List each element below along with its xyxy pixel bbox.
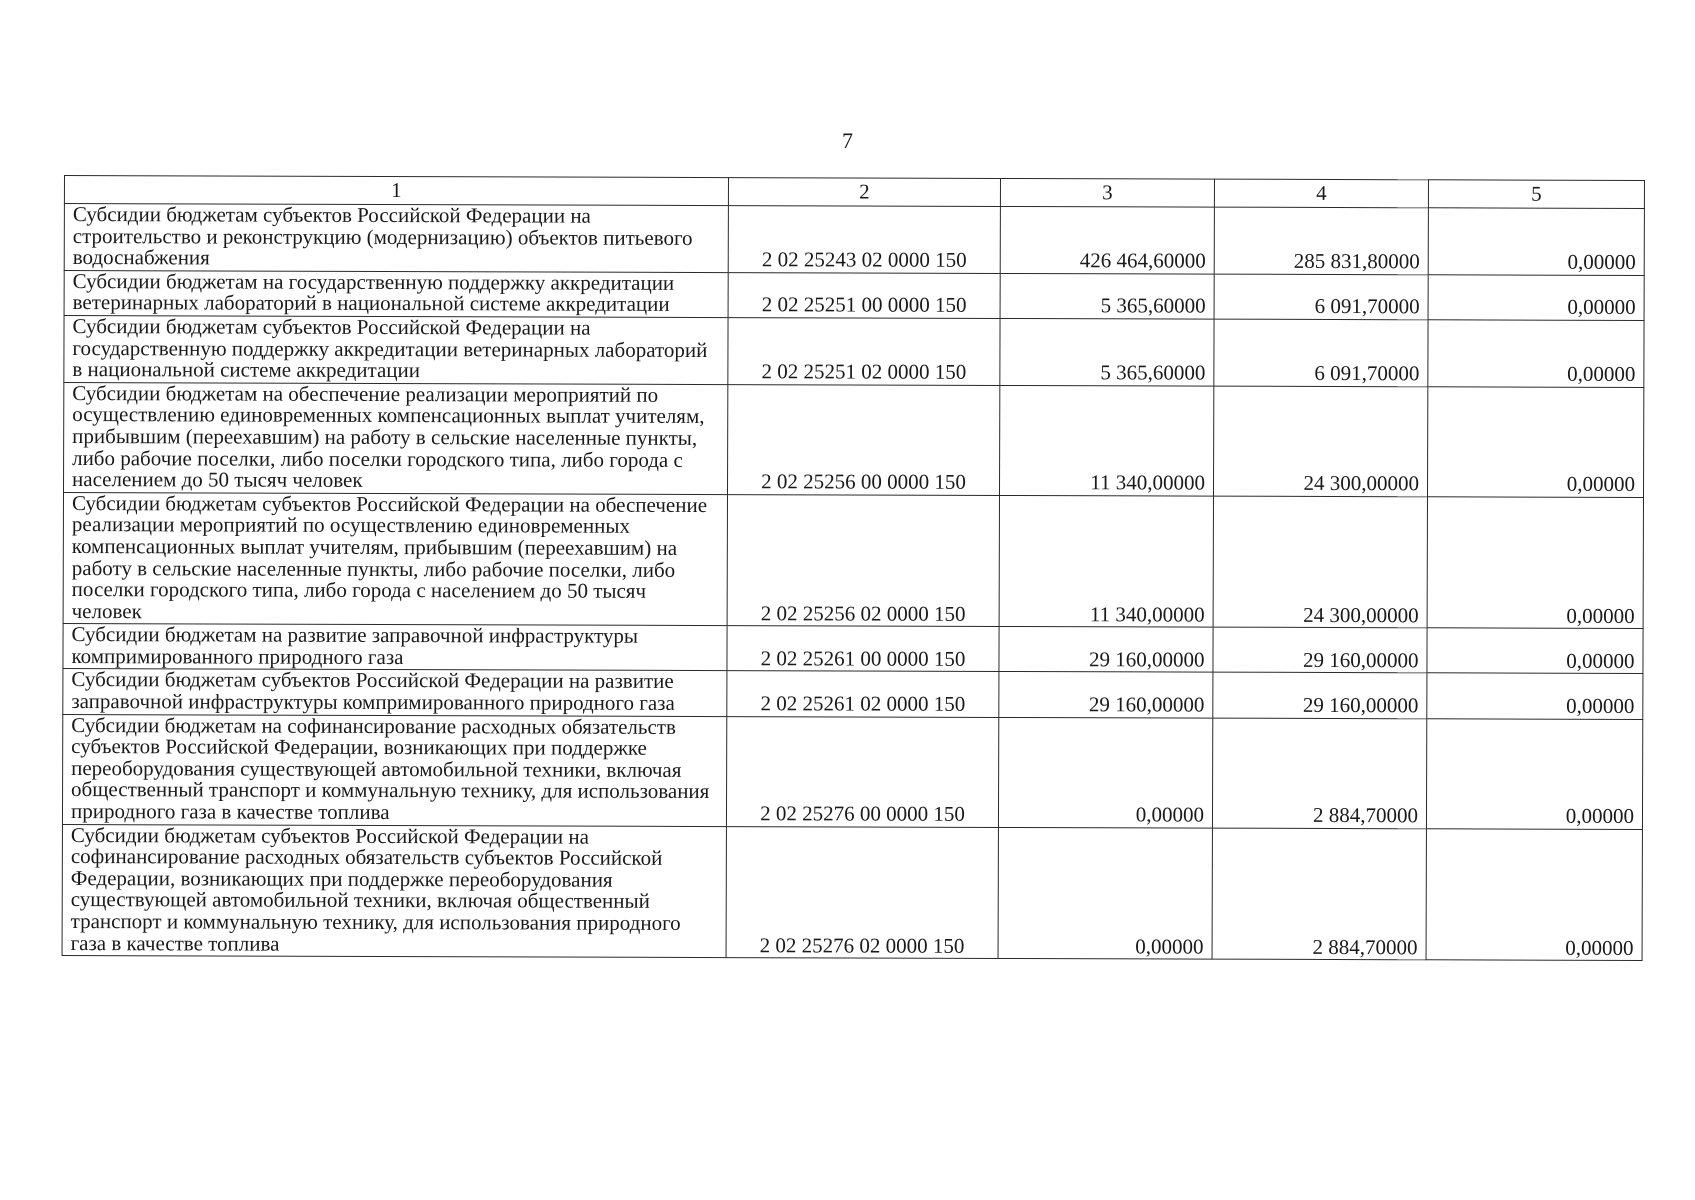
row-value-col3: 29 160,00000 — [999, 627, 1213, 673]
row-description: Субсидии бюджетам субъектов Российской Федерации на развитие заправочной инфраструктуры компримированного природного газа — [63, 669, 727, 716]
table-row — [63, 624, 1643, 674]
table-row — [64, 204, 1644, 276]
row-value-col4: 2 884,70000 — [1212, 828, 1426, 960]
row-value-col5: 0,00000 — [1427, 628, 1643, 674]
row-value-col5: 0,00000 — [1427, 673, 1643, 719]
row-value-col5: 0,00000 — [1426, 718, 1642, 829]
table-row — [64, 315, 1644, 387]
row-code: 2 02 25261 02 0000 150 — [727, 671, 999, 717]
row-description: Субсидии бюджетам на развитие заправочной инфраструктуры компримированного природного газа — [63, 624, 727, 671]
column-header-3: 3 — [1000, 178, 1214, 207]
row-description: Субсидии бюджетам на обеспечение реализации мероприятий по осуществлению единовременных компенсационных выплат учителям, прибывшим (переехавшим) на работу в сельские населенные пункты, либо рабочие поселки, либо поселки городского типа, либо города с населением до 50 тысяч человек — [64, 382, 728, 494]
row-value-col3: 29 160,00000 — [999, 672, 1213, 718]
row-description: Субсидии бюджетам субъектов Российской Федерации на софинансирование расходных обязательств субъектов Российской Федерации, возникающих при поддержке переоборудования существующей автомобильной техники, включая общественный транспорт и коммунальную технику, для использования природного газа в качестве топлива — [62, 824, 726, 958]
row-code: 2 02 25243 02 0000 150 — [728, 206, 1000, 274]
row-code: 2 02 25276 00 0000 150 — [726, 716, 998, 827]
row-value-col4: 6 091,70000 — [1214, 274, 1428, 320]
table-row — [64, 382, 1644, 497]
row-description: Субсидии бюджетам субъектов Российской Федерации на государственную поддержку аккредитации ветеринарных лабораторий в национальной системе аккредитации — [64, 315, 728, 384]
table-row — [63, 492, 1643, 629]
row-value-col3: 5 365,60000 — [1000, 318, 1214, 385]
row-description: Субсидии бюджетам субъектов Российской Федерации на строительство и реконструкцию (модернизацию) объектов питьевого водоснабжения — [64, 204, 728, 273]
row-value-col5: 0,00000 — [1427, 387, 1643, 498]
row-value-col3: 0,00000 — [998, 717, 1212, 828]
row-value-col4: 6 091,70000 — [1214, 319, 1428, 386]
row-value-col5: 0,00000 — [1428, 208, 1644, 275]
row-value-col4: 285 831,80000 — [1214, 207, 1428, 274]
table-row — [62, 714, 1642, 829]
row-code: 2 02 25256 00 0000 150 — [728, 384, 1000, 495]
row-value-col5: 0,00000 — [1426, 828, 1642, 960]
column-header-2: 2 — [728, 178, 1000, 207]
row-value-col4: 24 300,00000 — [1213, 496, 1427, 628]
row-value-col5: 0,00000 — [1427, 497, 1643, 629]
table-row — [62, 824, 1642, 961]
table-row — [63, 669, 1643, 719]
row-value-col3: 11 340,00000 — [999, 495, 1213, 627]
row-value-col3: 5 365,60000 — [1000, 273, 1214, 319]
row-value-col4: 24 300,00000 — [1213, 386, 1427, 497]
row-value-col4: 29 160,00000 — [1213, 673, 1427, 719]
row-code: 2 02 25251 00 0000 150 — [728, 272, 1000, 318]
row-value-col3: 11 340,00000 — [999, 385, 1213, 496]
column-header-5: 5 — [1428, 180, 1644, 209]
row-code: 2 02 25251 02 0000 150 — [728, 318, 1000, 386]
row-code: 2 02 25276 02 0000 150 — [726, 826, 998, 958]
row-code: 2 02 25261 00 0000 150 — [727, 626, 999, 672]
table-row — [64, 270, 1644, 320]
column-header-4: 4 — [1214, 179, 1428, 208]
budget-table — [62, 175, 1645, 961]
row-description: Субсидии бюджетам на софинансирование расходных обязательств субъектов Российской Федерации, возникающих при поддержке переоборудования существующей автомобильной техники, включая общественный транспорт и коммунальную технику, для использования природного газа в качестве топлива — [62, 714, 726, 826]
page-number: 7 — [842, 128, 853, 153]
row-value-col3: 426 464,60000 — [1000, 206, 1214, 273]
row-value-col5: 0,00000 — [1428, 320, 1644, 387]
row-description: Субсидии бюджетам на государственную поддержку аккредитации ветеринарных лабораторий в национальной системе аккредитации — [64, 270, 728, 317]
row-value-col3: 0,00000 — [998, 827, 1212, 959]
row-value-col5: 0,00000 — [1428, 275, 1644, 321]
column-header-1: 1 — [64, 176, 728, 206]
row-description: Субсидии бюджетам субъектов Российской Федерации на обеспечение реализации мероприятий по осуществлению единовременных компенсационных выплат учителям, прибывшим (переехавшим) на работу в сельские населенные пункты, либо рабочие поселки, либо поселки городского типа, либо города с населением до 50 тысяч человек — [63, 492, 727, 626]
row-value-col4: 2 884,70000 — [1212, 718, 1426, 829]
row-value-col4: 29 160,00000 — [1213, 627, 1427, 673]
row-code: 2 02 25256 02 0000 150 — [727, 494, 999, 626]
